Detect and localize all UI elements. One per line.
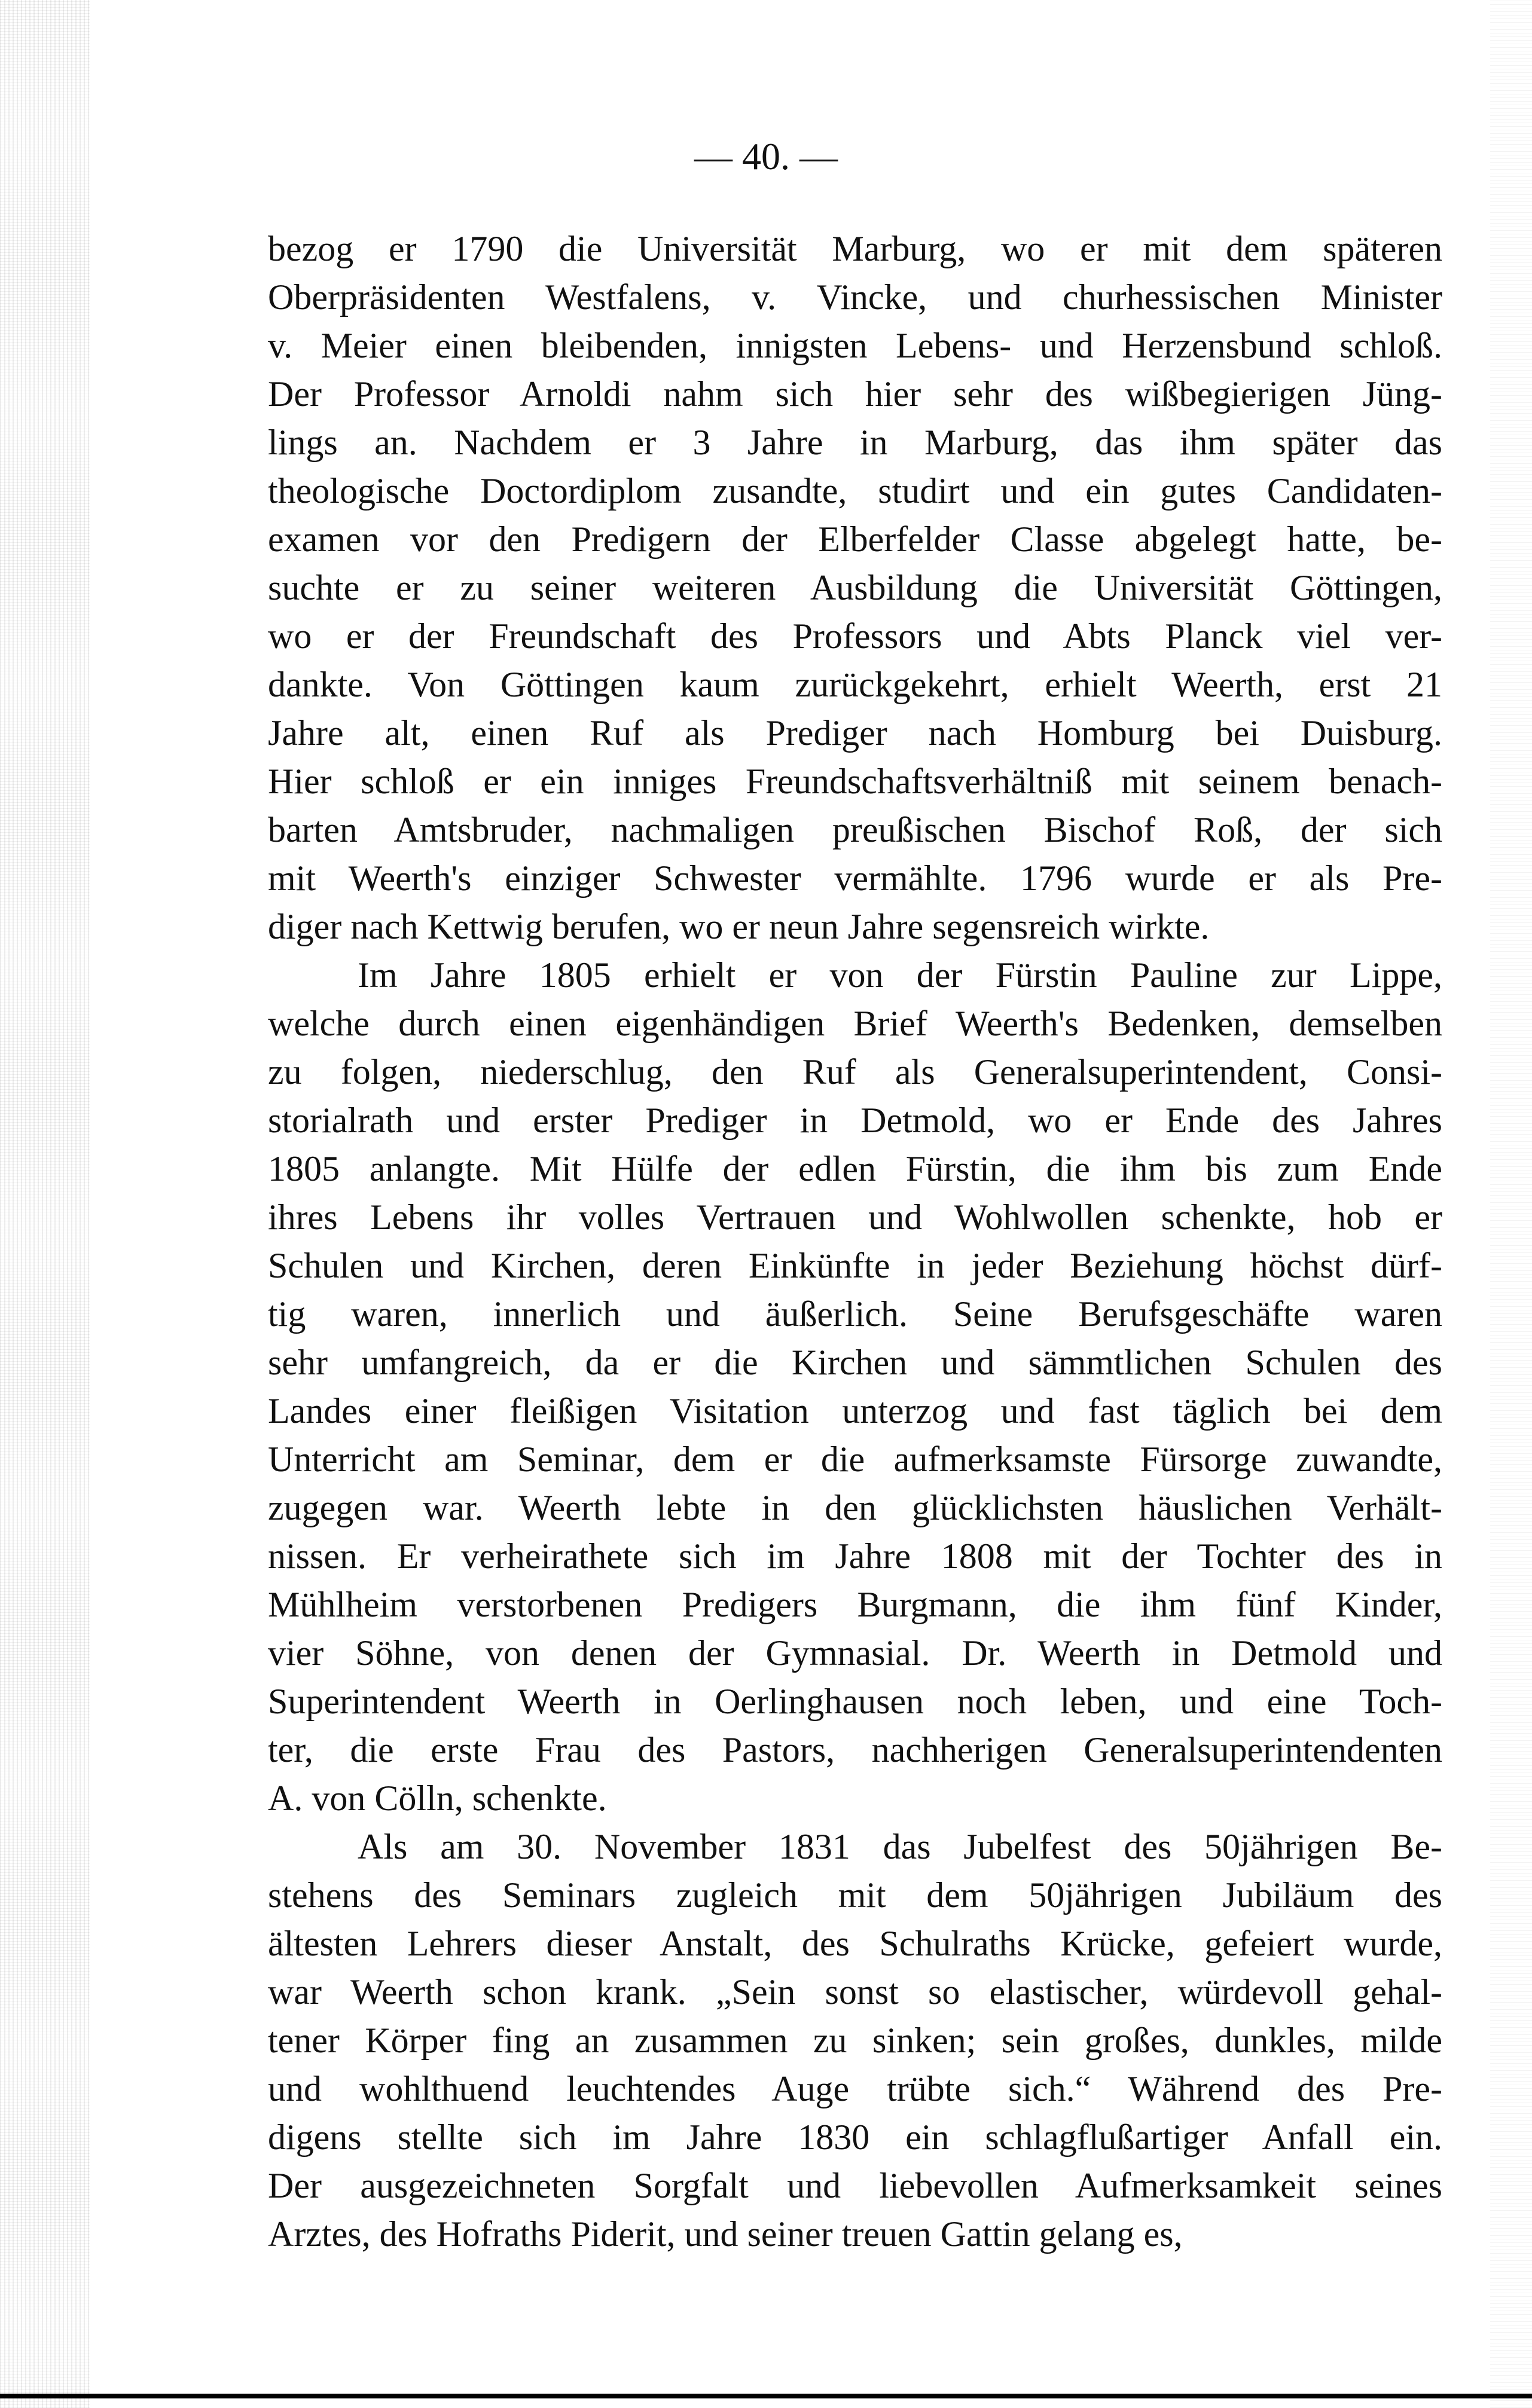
text-line: examen vor den Predigern der Elberfelder Classe abgelegt hatte, be- [268, 520, 1442, 559]
text-line: welche durch einen eigenhändigen Brief Weerth's Bedenken, demselben [268, 1004, 1442, 1043]
text-line: lings an. Nachdem er 3 Jahre in Marburg, das ihm später das [268, 423, 1442, 462]
text-line: A. von Cölln, schenkte. [268, 1779, 607, 1818]
text-line: nissen. Er verheirathete sich im Jahre 1808 mit der Tochter des in [268, 1536, 1442, 1576]
paragraph [268, 1823, 1442, 2259]
body-text [268, 225, 1442, 2259]
text-line: und wohlthuend leuchtendes Auge trübte sich.“ Während des Pre- [268, 2069, 1442, 2108]
text-line: vier Söhne, von denen der Gymnasial. Dr. Weerth in Detmold und [268, 1633, 1442, 1673]
text-line: mit Weerth's einziger Schwester vermählte. 1796 wurde er als Pre- [268, 858, 1442, 898]
text-line: digens stellte sich im Jahre 1830 ein schlagflußartiger Anfall ein. [268, 2117, 1442, 2157]
text-line: tener Körper fing an zusammen zu sinken; sein großes, dunkles, milde [268, 2021, 1442, 2060]
scan-bottom-border [0, 2394, 1532, 2398]
text-line: sehr umfangreich, da er die Kirchen und sämmtlichen Schulen des [268, 1343, 1442, 1382]
page-number: — 40. — [694, 135, 838, 178]
text-line: Im Jahre 1805 erhielt er von der Fürstin Pauline zur Lippe, [358, 955, 1442, 995]
paragraph [268, 951, 1442, 1823]
scan-edge-right [1490, 0, 1532, 2408]
text-line: storialrath und erster Prediger in Detmold, wo er Ende des Jahres [268, 1101, 1442, 1140]
text-line: Superintendent Weerth in Oerlinghausen noch leben, und eine Toch- [268, 1682, 1442, 1721]
text-line: Arztes, des Hofraths Piderit, und seiner treuen Gattin gelang es, [268, 2214, 1183, 2254]
text-line: zugegen war. Weerth lebte in den glücklichsten häuslichen Verhält- [268, 1488, 1442, 1527]
text-line: 1805 anlangte. Mit Hülfe der edlen Fürstin, die ihm bis zum Ende [268, 1149, 1442, 1188]
text-line: stehens des Seminars zugleich mit dem 50jährigen Jubiläum des [268, 1875, 1442, 1915]
text-line: Landes einer fleißigen Visitation unterzog und fast täglich bei dem [268, 1391, 1442, 1431]
text-line: Hier schloß er ein inniges Freundschaftsverhältniß mit seinem benach- [268, 762, 1442, 801]
text-line: Der ausgezeichneten Sorgfalt und liebevollen Aufmerksamkeit seines [268, 2166, 1442, 2205]
text-line: war Weerth schon krank. „Sein sonst so elastischer, würdevoll gehal- [268, 1972, 1442, 2012]
text-line: theologische Doctordiplom zusandte, studirt und ein gutes Candidaten- [268, 471, 1442, 511]
text-line: diger nach Kettwig berufen, wo er neun Jahre segensreich wirkte. [268, 907, 1210, 946]
text-line: Der Professor Arnoldi nahm sich hier sehr des wißbegierigen Jüng- [268, 374, 1442, 414]
text-line: Mühlheim verstorbenen Predigers Burgmann, die ihm fünf Kinder, [268, 1585, 1442, 1624]
text-line: v. Meier einen bleibenden, innigsten Lebens- und Herzensbund schloß. [268, 326, 1442, 365]
scan-edge-left [0, 0, 90, 2408]
text-line: Unterricht am Seminar, dem er die aufmerksamste Fürsorge zuwandte, [268, 1440, 1442, 1479]
text-line: suchte er zu seiner weiteren Ausbildung die Universität Göttingen, [268, 568, 1442, 607]
text-line: ältesten Lehrers dieser Anstalt, des Schulraths Krücke, gefeiert wurde, [268, 1924, 1442, 1963]
paragraph [268, 225, 1442, 951]
text-line: wo er der Freundschaft des Professors und Abts Planck viel ver- [268, 616, 1442, 656]
text-line: Als am 30. November 1831 das Jubelfest des 50jährigen Be- [358, 1827, 1442, 1866]
text-line: Jahre alt, einen Ruf als Prediger nach Homburg bei Duisburg. [268, 713, 1442, 753]
text-line: ter, die erste Frau des Pastors, nachherigen Generalsuperintendenten [268, 1730, 1442, 1770]
text-line: zu folgen, niederschlug, den Ruf als Generalsuperintendent, Consi- [268, 1052, 1442, 1092]
text-line: tig waren, innerlich und äußerlich. Seine Berufsgeschäfte waren [268, 1294, 1442, 1334]
text-line: bezog er 1790 die Universität Marburg, wo er mit dem späteren [268, 229, 1442, 268]
text-line: ihres Lebens ihr volles Vertrauen und Wohlwollen schenkte, hob er [268, 1197, 1442, 1237]
text-line: Schulen und Kirchen, deren Einkünfte in jeder Beziehung höchst dürf- [268, 1246, 1442, 1285]
text-line: barten Amtsbruder, nachmaligen preußischen Bischof Roß, der sich [268, 810, 1442, 849]
text-line: dankte. Von Göttingen kaum zurückgekehrt, erhielt Weerth, erst 21 [268, 665, 1442, 704]
text-line: Oberpräsidenten Westfalens, v. Vincke, und churhessischen Minister [268, 277, 1442, 317]
